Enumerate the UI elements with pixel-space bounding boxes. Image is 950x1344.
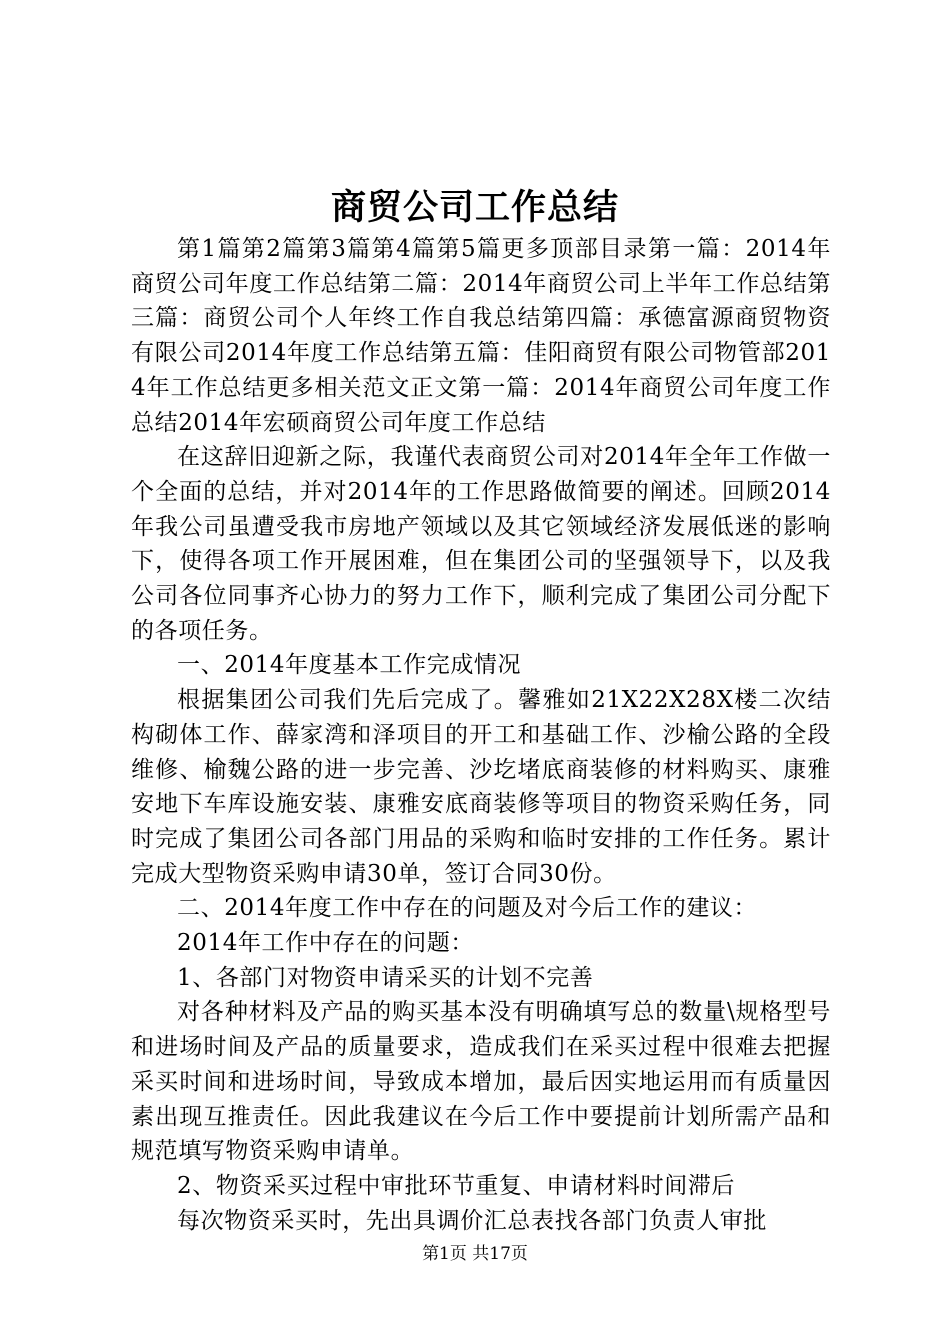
subheading-problem-2: 2、物资采买过程中审批环节重复、申请材料时间滞后 (177, 1172, 736, 1199)
subheading-problem-1: 1、各部门对物资申请采买的计划不完善 (177, 964, 594, 991)
section-heading-problems: 二、2014年度工作中存在的问题及对今后工作的建议： (177, 895, 758, 922)
paragraph-problem-2: 每次物资采买时，先出具调价汇总表找各部门负责人审批 (177, 1207, 767, 1234)
paragraph-introduction: 在这辞旧迎新之际，我谨代表商贸公司对2014年全年工作做一个全面的总结，并对2014年的工作思路做简要的阐述。回顾2014年我公司虽遭受我市房地产领域以及其它领域经济发展低迷的影响下，使得各项工作开展困难，但在集团公司的坚强领导下，以及我公司各位同事齐心协力的努力工作下，顺利完成了集团公司分配下的各项任务。 (131, 444, 831, 644)
paragraph-table-of-contents: 第1篇第2篇第3篇第4篇第5篇更多顶部目录第一篇：2014年商贸公司年度工作总结第二篇：2014年商贸公司上半年工作总结第三篇：商贸公司个人年终工作自我总结第四篇：承德富源商贸物资有限公司2014年度工作总结第五篇：佳阳商贸有限公司物管部2014年工作总结更多相关范文正文第一篇：2014年商贸公司年度工作总结2014年宏硕商贸公司年度工作总结 (131, 236, 831, 436)
subheading-problems-2014: 2014年工作中存在的问题： (177, 930, 474, 957)
paragraph-basic-work: 根据集团公司我们先后完成了。馨雅如21X22X28X楼二次结构砌体工作、薛家湾和泽项目的开工和基础工作、沙榆公路的全段维修、榆魏公路的进一步完善、沙圪堵底商装修的材料购买、康雅安地下车库设施安装、康雅安底商装修等项目的物资采购任务，同时完成了集团公司各部门用品的采购和临时安排的工作任务。累计完成大型物资采购申请30单，签订合同30份。 (131, 687, 831, 887)
document-body (131, 232, 831, 1238)
section-heading-basic-work: 一、2014年度基本工作完成情况 (177, 652, 522, 679)
paragraph-problem-1: 对各种材料及产品的购买基本没有明确填写总的数量\规格型号和进场时间及产品的质量要求，造成我们在采买过程中很难去把握采买时间和进场时间，导致成本增加，最后因实地运用而有质量因素出现互推责任。因此我建议在今后工作中要提前计划所需产品和规范填写物资采购申请单。 (131, 999, 831, 1165)
page-number-footer: 第1页 共17页 (422, 1244, 528, 1264)
document-title: 商贸公司工作总结 (330, 187, 619, 228)
